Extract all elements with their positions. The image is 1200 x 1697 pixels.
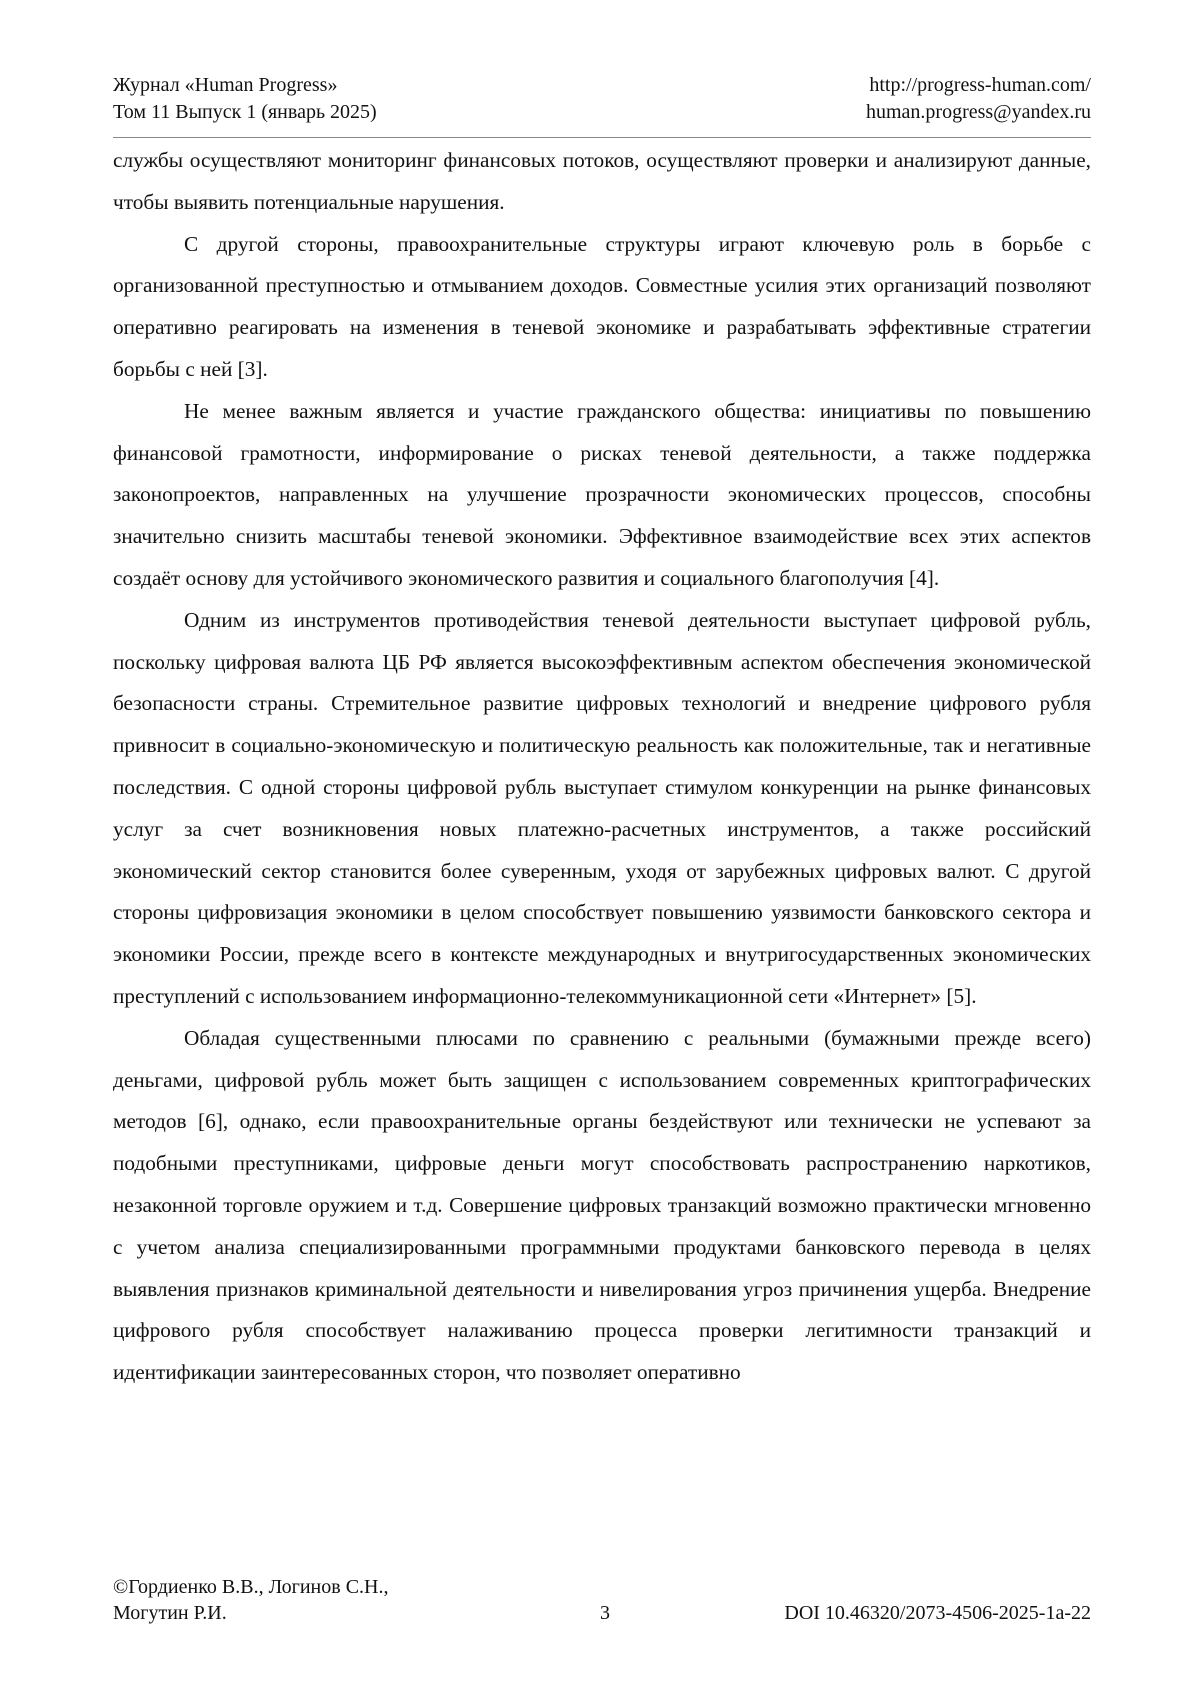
copyright-authors-line1: ©Гордиенко В.В., Логинов С.Н., — [113, 1576, 389, 1598]
paragraph: Не менее важным является и участие гражданского общества: инициативы по повышению финансовой грамотности, информирование о рисках теневой деятельности, а также поддержка законопроектов, направленных на улучшение прозрачности экономических процессов, способны значительно снизить масштабы теневой экономики. Эффективное взаимодействие всех этих аспектов создаёт основу для устойчивого экономического развития и социального благополучия [4]. — [113, 398, 1091, 590]
paragraph: Обладая существенными плюсами по сравнению с реальными (бумажными прежде всего) деньгами, цифровой рубль может быть защищен с использованием современных криптографических методов [6], однако, если правоохранительные органы бездействуют или технически не успевают за подобными преступниками, цифровые деньги могут способствовать распространению наркотиков, незаконной торговле оружием и т.д. Совершение цифровых транзакций возможно практически мгновенно с учетом анализа специализированными программными продуктами банковского перевода в целях выявления признаков криминальной деятельности и нивелирования угроз причинения ущерба. Внедрение цифрового рубля способствует налаживанию процесса проверки легитимности транзакций и идентификации заинтересованных сторон, что позволяет оперативно — [113, 1025, 1091, 1385]
paragraph: С другой стороны, правоохранительные структуры играют ключевую роль в борьбе с организованной преступностью и отмыванием доходов. Совместные усилия этих организаций позволяют оперативно реагировать на изменения в теневой экономике и разрабатывать эффективные стратегии борьбы с ней [3]. — [113, 231, 1091, 381]
doi-reference: DOI 10.46320/2073-4506-2025-1a-22 — [784, 1602, 1091, 1624]
page-footer — [113, 1574, 1091, 1634]
page-header — [113, 72, 1091, 132]
article-body — [113, 140, 1091, 1394]
footer-copyright — [113, 1574, 388, 1626]
copyright-authors-line2: Могутин Р.И. — [113, 1602, 227, 1624]
journal-title: Журнал «Human Progress» — [113, 74, 338, 96]
header-divider — [113, 137, 1091, 138]
page-number: 3 — [600, 1602, 610, 1624]
issue-info: Том 11 Выпуск 1 (январь 2025) — [113, 101, 377, 123]
journal-url: http://progress-human.com/ — [869, 74, 1091, 96]
header-contact-info — [866, 72, 1091, 126]
paragraph: службы осуществляют мониторинг финансовых потоков, осуществляют проверки и анализируют данные, чтобы выявить потенциальные нарушения. — [113, 148, 1091, 214]
journal-email: human.progress@yandex.ru — [865, 101, 1091, 123]
header-journal-info — [113, 72, 377, 126]
paragraph: Одним из инструментов противодействия теневой деятельности выступает цифровой рубль, поскольку цифровая валюта ЦБ РФ является высокоэффективным аспектом обеспечения экономической безопасности страны. Стремительное развитие цифровых технологий и внедрение цифрового рубля привносит в социально-экономическую и политическую реальность как положительные, так и негативные последствия. С одной стороны цифровой рубль выступает стимулом конкуренции на рынке финансовых услуг за счет возникновения новых платежно-расчетных инструментов, а также российский экономический сектор становится более суверенным, уходя от зарубежных цифровых валют. С другой стороны цифровизация экономики в целом способствует повышению уязвимости банковского сектора и экономики России, прежде всего в контексте международных и внутригосударственных экономических преступлений с использованием информационно-телекоммуникационной сети «Интернет» [5]. — [113, 607, 1091, 1008]
